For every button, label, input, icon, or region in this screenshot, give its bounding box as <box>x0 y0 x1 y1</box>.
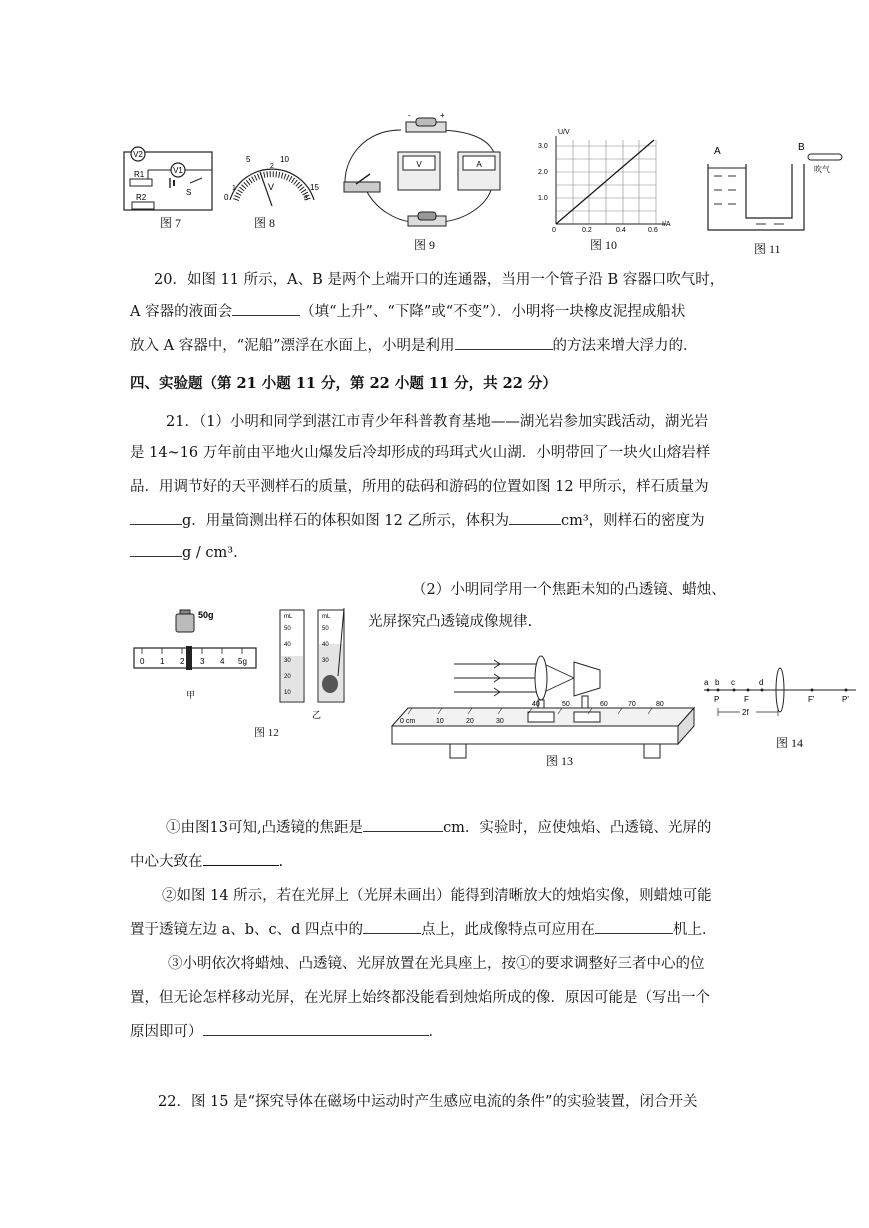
figure-10-graph <box>536 126 676 234</box>
q21-part2-line-1: （2）小明同学用一个焦距未知的凸透镜、蜡烛、 <box>412 582 726 598</box>
svg-text:20: 20 <box>284 674 291 680</box>
answer-blank[interactable] <box>363 817 443 832</box>
figure-12-caption: 图 12 <box>254 727 279 739</box>
svg-text:1: 1 <box>232 185 236 192</box>
svg-text:10: 10 <box>280 155 289 164</box>
svg-text:A: A <box>714 146 721 157</box>
figure-12-balance <box>130 604 260 704</box>
figure-10-caption: 图 10 <box>590 238 618 252</box>
svg-text:U/V: U/V <box>558 129 570 136</box>
q21-s1-line-2: 中心大致在 . <box>130 850 283 871</box>
svg-text:3.0: 3.0 <box>538 143 548 150</box>
svg-text:F': F' <box>808 695 815 704</box>
figure-13-optical-bench <box>388 646 698 762</box>
svg-text:P: P <box>714 695 720 704</box>
svg-text:S: S <box>186 188 192 197</box>
q22-line-1: 22．图 15 是“探究导体在磁场中运动时产生感应电流的条件”的实验装置，闭合开关 <box>158 1094 698 1110</box>
q21-s2-line-1: ②如图 14 所示，若在光屏上（光屏未画出）能得到清晰放大的烛焰实像，则蜡烛可能 <box>162 888 712 904</box>
svg-text:2f: 2f <box>742 708 749 717</box>
answer-blank[interactable] <box>363 919 421 934</box>
svg-text:50: 50 <box>322 626 329 632</box>
q21-s3-line-3: 原因即可） ． <box>130 1020 443 1041</box>
answer-blank[interactable] <box>203 1021 429 1036</box>
svg-text:A: A <box>476 160 482 169</box>
svg-text:V: V <box>416 160 422 169</box>
q21-line-4: g．用量筒测出样石的体积如图 12 乙所示，体积为 cm³，则样石的密度为 <box>130 509 705 530</box>
q21-line-1: 21．（1）小明和同学到湛江市青少年科普教育基地——湖光岩参加实践活动，湖光岩 <box>166 414 709 430</box>
svg-text:mL: mL <box>322 614 331 620</box>
svg-text:B: B <box>798 142 805 153</box>
svg-text:d: d <box>759 678 764 687</box>
svg-text:吹气: 吹气 <box>814 165 830 174</box>
svg-text:20: 20 <box>466 718 474 725</box>
answer-blank[interactable] <box>130 542 182 557</box>
svg-text:5g: 5g <box>238 657 247 666</box>
q20-line-1: 20．如图 11 所示，A、B 是两个上端开口的连通器，当用一个管子沿 B 容器口吹气时， <box>154 272 725 288</box>
svg-text:5: 5 <box>246 155 251 164</box>
svg-text:50g: 50g <box>198 610 214 620</box>
svg-text:80: 80 <box>656 701 664 708</box>
svg-text:0: 0 <box>224 193 229 202</box>
svg-text:R2: R2 <box>136 193 147 202</box>
svg-text:30: 30 <box>322 658 329 664</box>
svg-text:V2: V2 <box>133 150 143 159</box>
svg-text:2.0: 2.0 <box>538 169 548 176</box>
figure-11-caption: 图 11 <box>754 242 781 256</box>
figure-12-cylinders <box>274 606 354 726</box>
svg-text:0 cm: 0 cm <box>400 718 416 725</box>
figure-9-caption: 图 9 <box>414 238 436 252</box>
svg-text:0: 0 <box>140 657 145 666</box>
q21-s3-line-1: ③小明依次将蜡烛、凸透镜、光屏放置在光具座上，按①的要求调整好三者中心的位 <box>168 956 705 972</box>
svg-text:P': P' <box>842 695 849 704</box>
q21-line-2: 是 14~16 万年前由平地火山爆发后冷却形成的玛珥式火山湖．小明带回了一块火山熔岩样 <box>130 445 711 461</box>
figure-13-caption: 图 13 <box>546 754 574 768</box>
figure-11-vessels <box>700 140 850 238</box>
svg-text:40: 40 <box>532 701 540 708</box>
svg-text:F: F <box>744 695 749 704</box>
svg-text:a: a <box>704 678 709 687</box>
svg-text:V1: V1 <box>173 166 183 175</box>
q21-s3-line-2: 置，但无论怎样移动光屏，在光屏上始终都没能看到烛焰所成的像．原因可能是（写出一个 <box>130 990 710 1006</box>
svg-text:2: 2 <box>180 657 185 666</box>
figure-14-caption: 图 14 <box>776 736 804 750</box>
svg-text:70: 70 <box>628 701 636 708</box>
q21-line-5: g / cm³. <box>130 542 238 561</box>
q21-line-3: 品．用调节好的天平测样石的质量，所用的砝码和游码的位置如图 12 甲所示，样石质量为 <box>130 479 709 495</box>
svg-text:b: b <box>715 678 720 687</box>
svg-text:c: c <box>731 678 735 687</box>
svg-text:乙: 乙 <box>312 710 322 720</box>
svg-text:-: - <box>408 111 411 120</box>
svg-text:4: 4 <box>220 657 225 666</box>
section-heading: 四、实验题（第 21 小题 11 分，第 22 小题 11 分，共 22 分） <box>130 375 557 392</box>
svg-text:甲: 甲 <box>186 690 196 700</box>
svg-text:30: 30 <box>496 718 504 725</box>
answer-blank[interactable] <box>130 510 182 525</box>
svg-text:10: 10 <box>436 718 444 725</box>
svg-text:30: 30 <box>284 658 291 664</box>
svg-text:1: 1 <box>160 657 165 666</box>
q21-part2-line-2: 光屏探究凸透镜成像规律. <box>368 614 533 630</box>
figure-9-apparatus <box>336 110 516 234</box>
answer-blank[interactable] <box>232 301 300 316</box>
svg-text:I/A: I/A <box>662 221 671 228</box>
svg-text:0: 0 <box>552 227 556 234</box>
svg-text:R1: R1 <box>134 170 145 179</box>
svg-text:3: 3 <box>304 195 308 202</box>
q21-s2-line-2: 置于透镜左边 a、b、c、d 四点中的 点上，此成像特点可应用在 机上． <box>130 918 717 939</box>
figure-7-caption: 图 7 <box>160 216 182 230</box>
svg-text:0.4: 0.4 <box>616 227 626 234</box>
svg-text:0.6: 0.6 <box>648 227 658 234</box>
q20-line-3: 放入 A 容器中，“泥船”漂浮在水面上，小明是利用 的方法来增大浮力的． <box>130 334 698 355</box>
svg-text:40: 40 <box>284 642 291 648</box>
answer-blank[interactable] <box>203 851 279 866</box>
svg-text:15: 15 <box>310 183 319 192</box>
figure-14-lens-axis <box>700 664 860 734</box>
svg-text:+: + <box>440 111 445 120</box>
svg-text:10: 10 <box>284 690 291 696</box>
svg-text:50: 50 <box>284 626 291 632</box>
svg-text:3: 3 <box>200 657 205 666</box>
answer-blank[interactable] <box>595 919 673 934</box>
svg-text:0.2: 0.2 <box>582 227 592 234</box>
q21-s1-line-1: ①由图13可知,凸透镜的焦距是 cm．实验时，应使烛焰、凸透镜、光屏的 <box>166 816 711 837</box>
svg-text:40: 40 <box>322 642 329 648</box>
svg-text:2: 2 <box>270 163 274 170</box>
answer-blank[interactable] <box>509 510 561 525</box>
svg-text:60: 60 <box>600 701 608 708</box>
svg-text:50: 50 <box>562 701 570 708</box>
svg-text:V: V <box>268 182 275 192</box>
q20-line-2: A 容器的液面会 （填“上升”、“下降”或“不变”）．小明将一块橡皮泥捏成船状 <box>130 300 685 321</box>
figure-8-dial <box>222 150 322 212</box>
svg-text:1.0: 1.0 <box>538 195 548 202</box>
answer-blank[interactable] <box>455 335 553 350</box>
figure-8-caption: 图 8 <box>254 216 276 230</box>
svg-text:mL: mL <box>284 614 293 620</box>
